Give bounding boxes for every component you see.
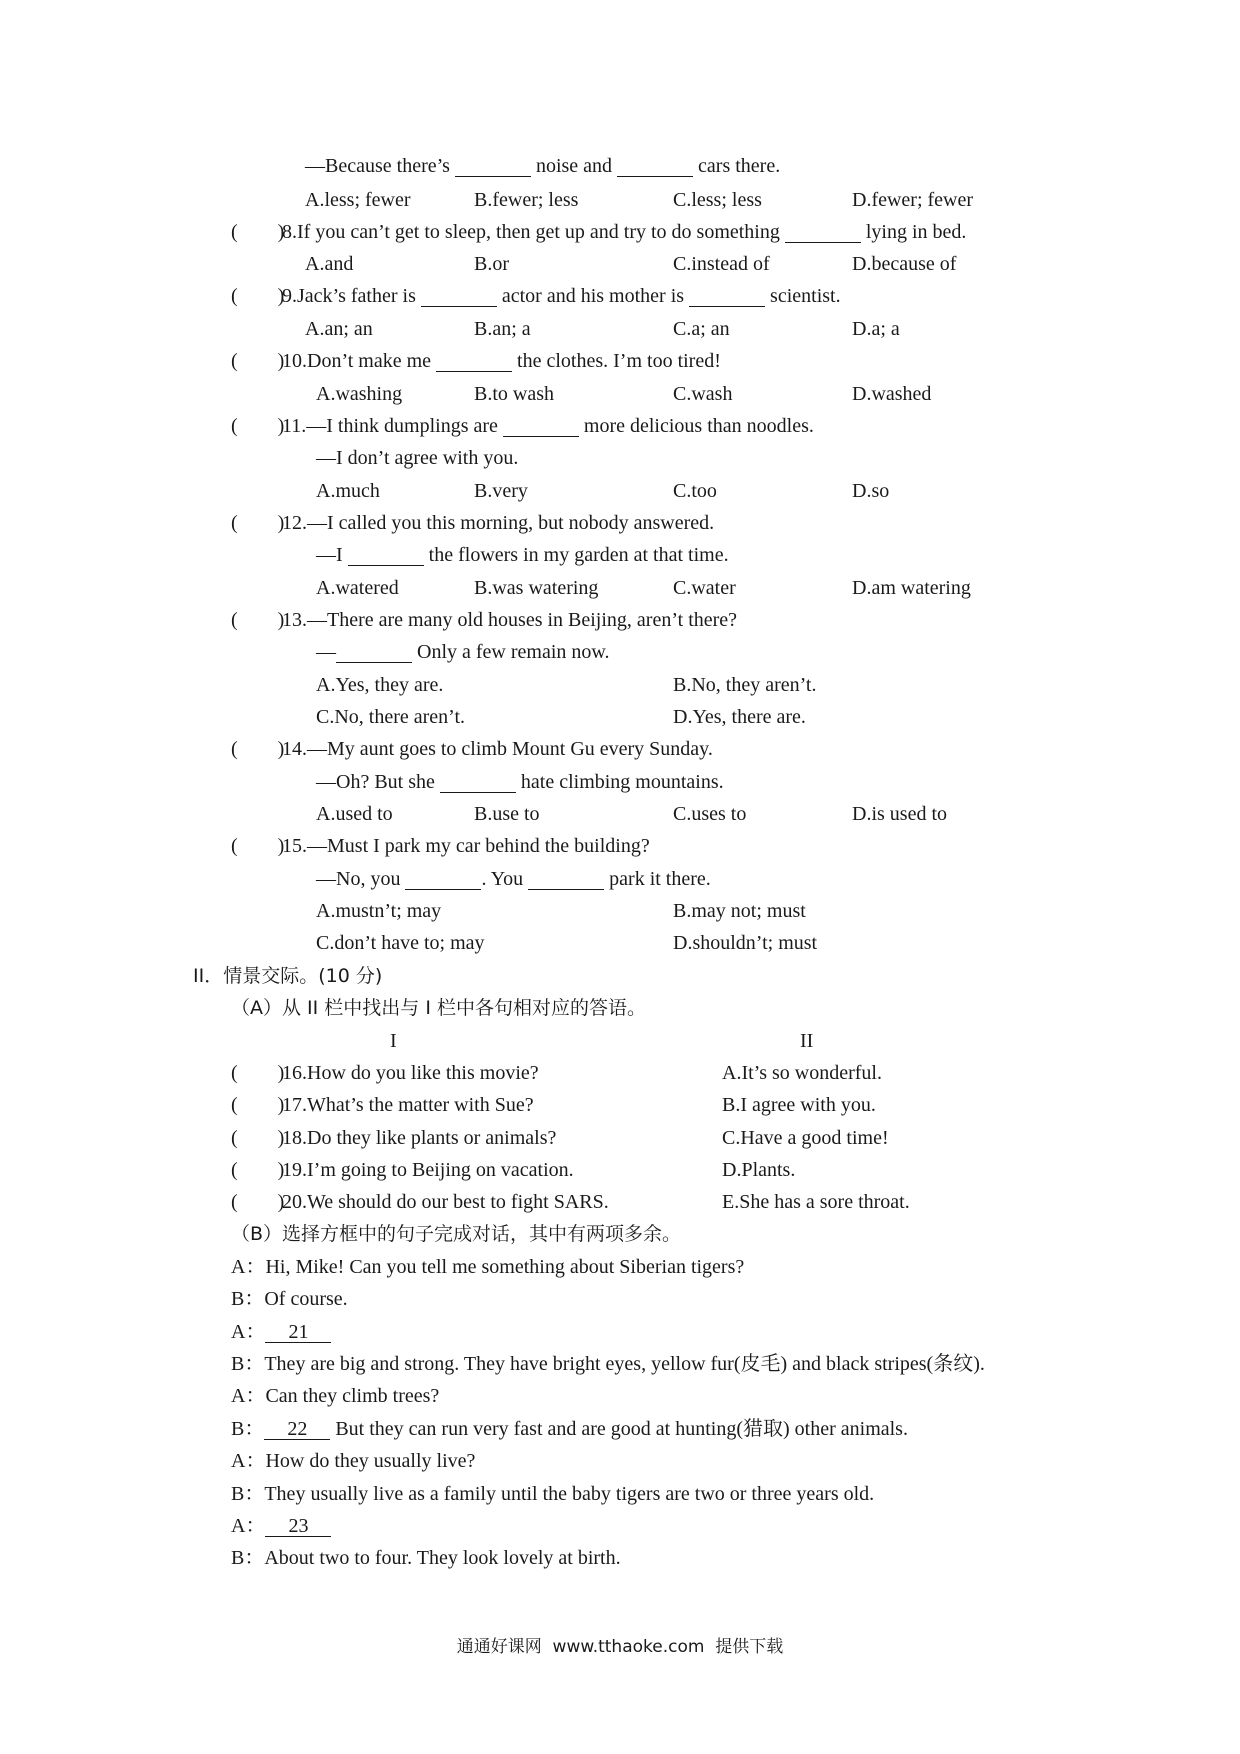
- option-b: B.to wash: [474, 383, 554, 405]
- option-d: D.washed: [852, 383, 932, 405]
- answer-paren[interactable]: ( ): [231, 350, 285, 372]
- option-c: C.wash: [673, 383, 733, 405]
- option-c: C.don’t have to; may: [316, 932, 485, 954]
- option-b: B.very: [474, 480, 528, 502]
- answer-paren[interactable]: ( ): [231, 738, 285, 760]
- dialog-line: A：Hi, Mike! Can you tell me something about Siberian tigers?: [231, 1256, 745, 1278]
- answer-paren[interactable]: ( ): [231, 415, 285, 437]
- answer-paren[interactable]: ( ): [231, 1159, 285, 1181]
- match-answer: A.It’s so wonderful.: [722, 1062, 882, 1084]
- question-8: 8.If you can’t get to sleep, then get up and try to do something lying in bed.: [282, 221, 967, 243]
- option-a: A.less; fewer: [305, 189, 411, 211]
- answer-paren[interactable]: ( ): [231, 835, 285, 857]
- dialog-line: A： 23: [231, 1514, 331, 1538]
- page-footer: 通通好课网 www.tthaoke.com 提供下载: [456, 1637, 784, 1657]
- question-11: 11.—I think dumplings are more delicious than noodles.: [282, 415, 814, 437]
- blank: [503, 416, 579, 437]
- answer-blank-23[interactable]: 23: [265, 1516, 331, 1537]
- match-question: 16.How do you like this movie?: [282, 1062, 539, 1084]
- option-d: D.a; a: [852, 318, 900, 340]
- option-a: A.used to: [316, 803, 393, 825]
- section-title: II．情景交际。(10 分): [193, 965, 383, 987]
- match-answer: B.I agree with you.: [722, 1094, 876, 1116]
- match-question: 20.We should do our best to fight SARS.: [282, 1191, 609, 1213]
- option-d: D.is used to: [852, 803, 947, 825]
- answer-paren[interactable]: ( ): [231, 1094, 285, 1116]
- dialog-line: B： 22 But they can run very fast and are good at hunting(猎取) other animals.: [231, 1418, 908, 1440]
- blank: [528, 869, 604, 890]
- dialog-line: B：About two to four. They look lovely at birth.: [231, 1547, 621, 1569]
- answer-paren[interactable]: ( ): [231, 1062, 285, 1084]
- option-d: D.am watering: [852, 577, 971, 599]
- match-answer: D.Plants.: [722, 1159, 796, 1181]
- dialog-line: B：They usually live as a family until the baby tigers are two or three years old.: [231, 1483, 875, 1505]
- answer-paren[interactable]: ( ): [231, 1127, 285, 1149]
- option-c: C.a; an: [673, 318, 730, 340]
- option-a: A.an; an: [305, 318, 373, 340]
- column-header-i: I: [390, 1030, 397, 1052]
- option-a: A.Yes, they are.: [316, 674, 444, 696]
- blank: [436, 351, 512, 372]
- option-b: B.use to: [474, 803, 540, 825]
- match-answer: E.She has a sore throat.: [722, 1191, 910, 1213]
- answer-blank-22[interactable]: 22: [264, 1419, 330, 1440]
- blank: [785, 222, 861, 243]
- dialog-line: A： 21: [231, 1320, 331, 1344]
- question-13-reply: — Only a few remain now.: [316, 641, 610, 663]
- blank: [405, 869, 481, 890]
- dialog-line: A：How do they usually live?: [231, 1450, 476, 1472]
- blank: [421, 286, 497, 307]
- option-d: D.shouldn’t; must: [673, 932, 818, 954]
- blank: [440, 772, 516, 793]
- option-a: A.and: [305, 253, 354, 275]
- part-a-instruction: （A）从 II 栏中找出与 I 栏中各句相对应的答语。: [231, 997, 646, 1019]
- option-c: C.water: [673, 577, 736, 599]
- option-b: B.was watering: [474, 577, 599, 599]
- blank: [689, 286, 765, 307]
- dialog-line: B：Of course.: [231, 1288, 348, 1310]
- option-c: C.less; less: [673, 189, 762, 211]
- question-12: 12.—I called you this morning, but nobody answered.: [282, 512, 715, 534]
- answer-paren[interactable]: ( ): [231, 1191, 285, 1213]
- option-a: A.much: [316, 480, 380, 502]
- option-b: B.fewer; less: [474, 189, 579, 211]
- option-c: C.No, there aren’t.: [316, 706, 466, 728]
- option-c: C.too: [673, 480, 717, 502]
- option-a: A.washing: [316, 383, 403, 405]
- question-9: 9.Jack’s father is actor and his mother is scientist.: [282, 285, 841, 307]
- question-15: 15.—Must I park my car behind the building?: [282, 835, 650, 857]
- question-14: 14.—My aunt goes to climb Mount Gu every Sunday.: [282, 738, 713, 760]
- question-11-reply: —I don’t agree with you.: [316, 447, 519, 469]
- match-question: 18.Do they like plants or animals?: [282, 1127, 557, 1149]
- option-d: D.fewer; fewer: [852, 189, 974, 211]
- option-d: D.so: [852, 480, 890, 502]
- match-question: 19.I’m going to Beijing on vacation.: [282, 1159, 574, 1181]
- dialog-line: A：Can they climb trees?: [231, 1385, 440, 1407]
- question-10: 10.Don’t make me the clothes. I’m too tired!: [282, 350, 721, 372]
- answer-paren[interactable]: ( ): [231, 512, 285, 534]
- dialog-line: B：They are big and strong. They have bright eyes, yellow fur(皮毛) and black stripes(条纹).: [231, 1353, 985, 1375]
- question-13: 13.—There are many old houses in Beijing, aren’t there?: [282, 609, 738, 631]
- answer-paren[interactable]: ( ): [231, 285, 285, 307]
- option-b: B.No, they aren’t.: [673, 674, 817, 696]
- option-c: C.uses to: [673, 803, 747, 825]
- option-b: B.may not; must: [673, 900, 806, 922]
- q7-line2: —Because there’s noise and cars there.: [305, 155, 781, 177]
- question-14-reply: —Oh? But she hate climbing mountains.: [316, 771, 724, 793]
- column-header-ii: II: [800, 1030, 814, 1052]
- option-b: B.or: [474, 253, 509, 275]
- option-d: D.Yes, there are.: [673, 706, 806, 728]
- question-12-reply: —I the flowers in my garden at that time.: [316, 544, 729, 566]
- match-question: 17.What’s the matter with Sue?: [282, 1094, 534, 1116]
- blank: [348, 545, 424, 566]
- option-d: D.because of: [852, 253, 957, 275]
- answer-blank-21[interactable]: 21: [265, 1322, 331, 1343]
- option-a: A.watered: [316, 577, 399, 599]
- answer-paren[interactable]: ( ): [231, 221, 285, 243]
- option-b: B.an; a: [474, 318, 531, 340]
- option-c: C.instead of: [673, 253, 770, 275]
- match-answer: C.Have a good time!: [722, 1127, 889, 1149]
- option-a: A.mustn’t; may: [316, 900, 442, 922]
- blank: [336, 642, 412, 663]
- blank: [455, 156, 531, 177]
- answer-paren[interactable]: ( ): [231, 609, 285, 631]
- part-b-instruction: （B）选择方框中的句子完成对话，其中有两项多余。: [231, 1223, 682, 1245]
- question-15-reply: —No, you . You park it there.: [316, 868, 711, 890]
- blank: [617, 156, 693, 177]
